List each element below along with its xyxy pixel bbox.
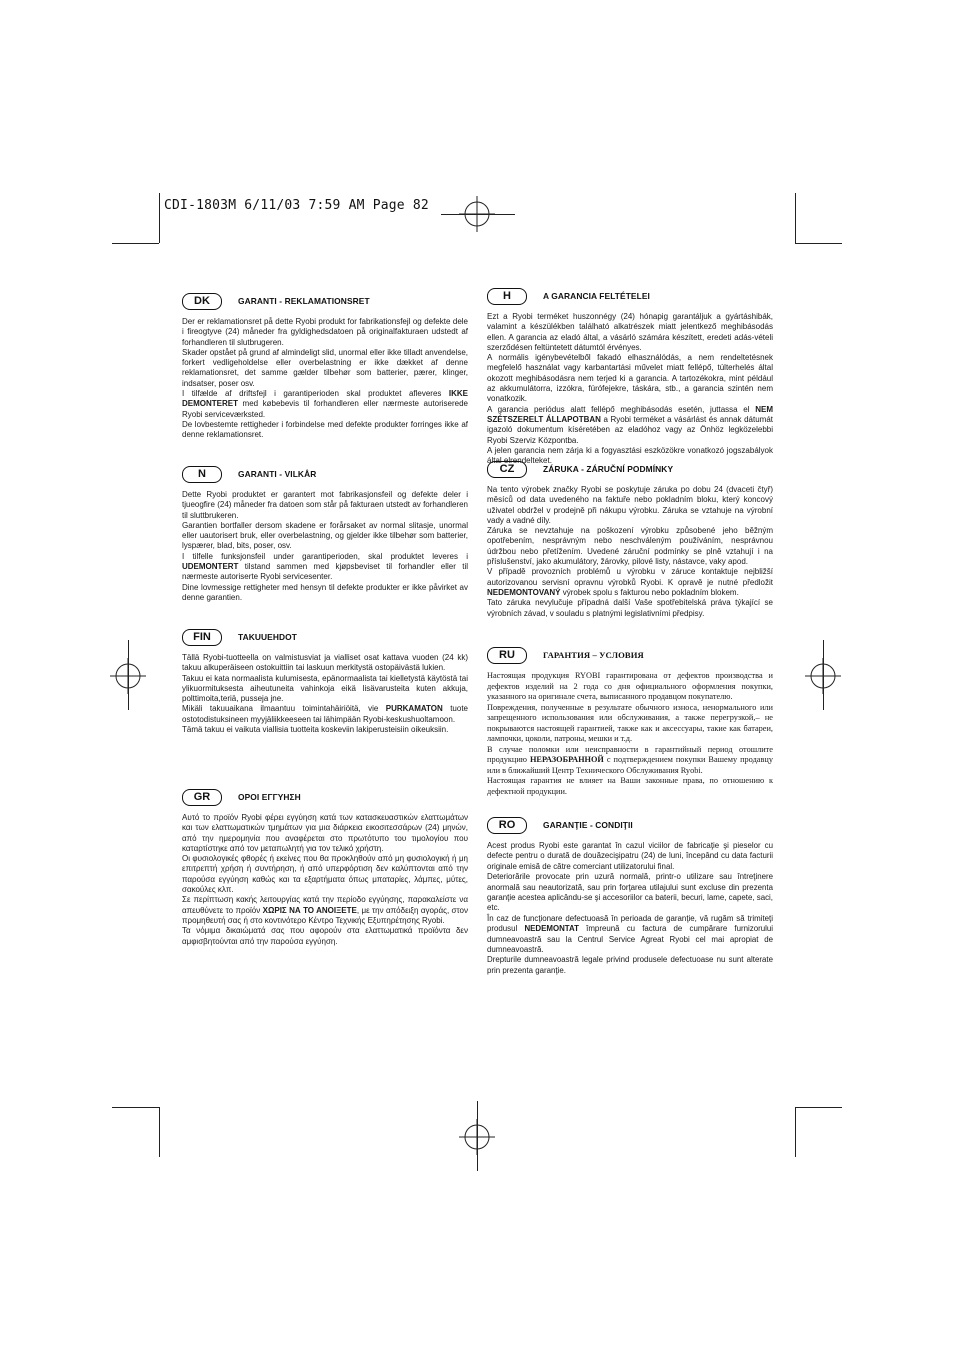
registration-line [823, 640, 824, 710]
paragraph: Acest produs Ryobi este garantat în cazul viciilor de fabricaţie şi pieselor cu defecte pentru o durată de douăzecişipatru (24) de luni, începând cu data facturii originale emisă de către comerciant utilizatorului final. [487, 841, 773, 871]
paragraph: I tilfælde af driftsfejl i garantiperioden skal produktet afleveres IKKE DEMONTERET med købebevis til forhandleren eller nærmeste autoriserede Ryobi serviceværksted. [182, 389, 468, 419]
registration-line [477, 1101, 478, 1171]
language-badge: N [182, 466, 222, 483]
paragraph: A garancia periódus alatt fellépő meghibásodás esetén, juttassa el NEM SZÉTSZERELT ÁLLAPOTBAN a Ryobi terméket a vásárlást és annak dátumát igazoló dokumentum kíséretében az eladóhoz vagy az Önhöz legközelebbi Ryobi Szerviz Központba. [487, 404, 773, 445]
section-header [182, 787, 468, 807]
crop-mark [795, 193, 796, 243]
paragraph: Οι φυσιολογικές φθορές ή εκείνες που θα προκληθούν από μη φυσιολογική ή μη επιτρεπτή χρήση ή συντήρηση, ή από υπερφόρτιση δεν καλύπτονται από την παρούσα εγγύηση καθώς και τα εξαρτήματα όπως μπαταρίες, λάμπες, μύτες, σακούλες κλπ. [182, 854, 468, 895]
section-title: ZÁRUKA - ZÁRUČNÍ PODMÍNKY [543, 464, 674, 474]
paragraph: Αυτό το προϊόν Ryobi φέρει εγγύηση κατά των κατασκευαστικών ελαττωμάτων και των ελαττωματικών τμημάτων για μια διάρκεια εικοσιτεσσάρων (24) μηνών, από την ημερομηνία που αναφέρεται στο πρωτότυπο του τιμολογίου που καταρτίστηκε από τον μεταπωλητή για τον τελικό χρήστη. [182, 813, 468, 853]
paragraph: Na tento výrobek značky Ryobi se poskytuje záruka po dobu 24 (dvaceti čtyř) měsíců od data uvedeného na faktuře nebo pokladním bloku, který koncový uživatel obdržel v prodejně při nákupu výrobku. Záruka se vztahuje na výrobní vady a vadné díly. [487, 485, 773, 525]
language-badge: GR [182, 789, 222, 806]
section-body [487, 312, 773, 466]
print-slug: CDI-1803M 6/11/03 7:59 AM Page 82 [164, 198, 429, 213]
paragraph: Повреждения, полученные в результате обычного износа, ненормального или запрещенного использования или обслуживания, а также перегрузкой,– не покрываются настоящей гарантией, также как и аксессуары, такие как батареи, лампочки, цоколи, патроны, мешки и т.д. [487, 702, 773, 743]
crop-mark [112, 1107, 159, 1108]
paragraph: В случае поломки или неисправности в гарантийный период отошлите продукцию НЕРАЗОБРАННОЙ с подтверждением покупки Вашему продавцу или в ближайший Центр Технического Обслуживания Ryobi. [487, 744, 773, 775]
paragraph: Tämä takuu ei vaikuta viallisia tuotteita koskeviin lakiperusteisiin oikeuksiin. [182, 725, 449, 735]
emphasis: НЕРАЗОБРАННОЙ [529, 755, 604, 764]
section-fin [182, 627, 468, 735]
paragraph: Ezt a Ryobi terméket huszonnégy (24) hónapig garantáljuk a gyártáshibák, valamint a készülékben található alkatrészek miatt jelentkező meghibásodás ellen. A garancia az eladó által, a vásárló számára készített, eredeti adás-vételi szerződésen feltüntetett dátumtól érvényes. [487, 312, 773, 352]
paragraph: Záruka se nevztahuje na poškození výrobku způsobené jeho běžným opotřebením, nesprávným nebo neschváleným používáním, nesprávnou údržbou nebo přetížením. Uvedené záruční podmínky se plně vztahují i na příslušenství, jako akumulátory, žárovky, pilové listy, nástavce, vaky apod. [487, 526, 773, 567]
paragraph: A normális igénybevételből fakadó elhasználódás, a nem rendeltetésnek megfelelő használat vagy karbantartási művelet miatt fellépő, túlterhelés által okozott meghibásodásra nem terjed ki a garancia. A tartozékokra, mint például az akkumulátorra, izzókra, fúrófejekre, táskára, stb., a garancia szintén nem vonatkozik. [487, 353, 773, 404]
paragraph: Tällä Ryobi-tuotteella on valmistusviat ja vialliset osat kattava vuoden (24 kk) takuu alkuperäiseen ostokuittiin tai laskuun merkitystä ostopäivästä lukien. [182, 653, 468, 673]
paragraph: I tilfelle funksjonsfeil under garantiperioden, skal produktet leveres i UDEMONTERT tilstand sammen med kjøpsbeviset til forhandler eller til nærmeste autoriserte Ryobi servicesenter. [182, 551, 468, 582]
section-body [182, 317, 468, 441]
section-title: ΟΡΟΙ ΕΓΓΥΗΣΗ [238, 792, 301, 802]
section-title: GARANTI - VILKÅR [238, 469, 317, 479]
crop-mark [795, 1107, 796, 1157]
paragraph: Garantien bortfaller dersom skadene er forårsaket av normal slitasje, unormal eller uautorisert bruk, eller overbelastning, og gjelder ikke tilbehør som batterier, lyspærer, blad, bits, poser, osv. [182, 520, 468, 551]
section-ro [487, 815, 773, 976]
section-title: A GARANCIA FELTÉTELEI [543, 291, 650, 301]
paragraph: Takuu ei kata normaalista kulumisesta, epänormaalista tai kielletystä käytöstä tai ylikuormituksesta aiheutuneita vahinkoja eikä lisävarusteita kuten akkuja, polttimoita,teriä, pusseja jne. [182, 673, 468, 704]
crop-mark [159, 1107, 160, 1157]
paragraph: A jelen garancia nem zárja ki a fogyasztási eszközökre vonatkozó jogszabályok által elrendelteket. [487, 445, 773, 466]
section-title: ГАРАНТИЯ – УСЛОВИЯ [543, 650, 644, 660]
emphasis: NEDEMONTOVANÝ [487, 587, 561, 597]
paragraph: Skader opstået på grund af almindeligt slid, unormal eller ikke tilladt anvendelse, forkert vedligeholdelse eller overbelastning er ikke dækket af denne reklamationsret, det samme gælder tilbehør som batterier, pærer, klinger, indsatser, poser osv. [182, 347, 468, 388]
language-badge: RO [487, 817, 527, 834]
section-dk [182, 291, 468, 441]
crop-mark [795, 243, 842, 244]
paragraph: Настоящая гарантия не влияет на Ваши законные права, по отношению к дефектной продукции. [487, 776, 773, 796]
section-body [487, 485, 773, 619]
language-badge: CZ [487, 461, 527, 478]
section-n [182, 464, 468, 603]
section-body [487, 841, 773, 976]
section-h [487, 286, 773, 466]
emphasis: NEDEMONTAT [524, 924, 579, 934]
section-cz [487, 459, 773, 619]
section-body [182, 813, 468, 947]
paragraph: De lovbestemte rettigheder i forbindelse med defekte produkter forringes ikke af denne reklamationsret. [182, 419, 468, 440]
paragraph: Der er reklamationsret på dette Ryobi produkt for fabrikationsfejl og defekte dele i fireogtyve (24) måneder fra gyldighedsdatoen på originalfakturaen udstedt af forhandleren til slutbrugeren. [182, 317, 468, 347]
section-header [182, 291, 468, 311]
language-badge: FIN [182, 629, 222, 646]
crop-mark [112, 243, 159, 244]
emphasis: IKKE DEMONTERET [182, 389, 468, 409]
emphasis: NEM SZÉTSZERELT ÁLLAPOTBAN [487, 404, 773, 424]
section-header [487, 459, 773, 479]
paragraph: Mikäli takuuaikana ilmaantuu toimintahäiriöitä, vie PURKAMATON tuote ostotodistuksineen myyjäliikkeeseen tai lähimpään Ryobi-keskushuoltamoon. [182, 704, 469, 724]
paragraph: În caz de funcţionare defectuoasă în perioada de garanţie, vă rugăm să trimiteţi produsul NEDEMONTAT împreună cu factura de cumpărare furnizorului dumneavoastră sau la Centrul Service Agreat Ryobi cel mai apropiat de dumneavoastră. [487, 913, 773, 955]
crop-mark [159, 193, 160, 243]
paragraph: Deteriorările provocate prin uzură normală, printr-o utilizare sau întreţinere anormală sau neautorizată, sau prin forţarea utilajului sunt excluse din prezenta garanţie acestea aplicându-se şi accesoriilor ca baterii, becuri, lame, capete, saci, etc. [487, 872, 773, 913]
section-header [182, 627, 468, 647]
section-header [487, 645, 773, 665]
paragraph: Σε περίπτωση κακής λειτουργίας κατά την περίοδο εγγύησης, παρακαλείστε να απευθύνετε το προϊόν ΧΩΡΙΣ ΝΑ ΤΟ ΑΝΟΙΞΕΤΕ, με την απόδειξη αγοράς, στον προμηθευτή σας ή στο κοντινότερο Κέντρο Τεχνικής Εξυπηρέτησης Ryobi. [182, 895, 468, 925]
paragraph: Drepturile dumneavoastră legale privind produsele defectuoase nu sunt alterate prin prezenta garanţie. [487, 955, 773, 975]
paragraph: Dine lovmessige rettigheter med hensyn til defekte produkter er ikke påvirket av denne garantien. [182, 582, 468, 602]
language-badge: RU [487, 647, 527, 664]
section-title: GARANTI - REKLAMATIONSRET [238, 296, 370, 306]
crop-mark [795, 1107, 842, 1108]
paragraph: Настоящая продукция RYOBI гарантирована от дефектов производства и дефектов изделий на 2 года со дня официального оформления покупки, указанного на оригинале счета, выписанного продавцом покупателю. [487, 671, 773, 701]
language-badge: DK [182, 293, 222, 310]
paragraph: Τα νόμιμα δικαιώματά σας που αφορούν στα ελαττωματικά προϊόντα δεν αμφισβητούνται από την παρούσα εγγύηση. [182, 926, 468, 946]
emphasis: UDEMONTERT [182, 562, 239, 572]
section-body [182, 653, 468, 735]
section-header [182, 464, 468, 484]
section-body [182, 490, 468, 603]
language-badge: H [487, 288, 527, 305]
section-ru [487, 645, 773, 797]
section-body [487, 671, 773, 797]
paragraph: Tato záruka nevylučuje případná další Vaše spotřebitelská práva týkající se výrobních závad, v souladu s platnými legislativními předpisy. [487, 598, 773, 618]
emphasis: ΧΩΡΙΣ ΝΑ ΤΟ ΑΝΟΙΞΕΤΕ [262, 905, 357, 915]
section-gr [182, 787, 468, 947]
section-title: GARANŢIE - CONDIŢII [543, 820, 633, 830]
paragraph: Dette Ryobi produktet er garantert mot fabrikasjonsfeil og defekte deler i tjueogfire (24) måneder fra datoen som står på fakturaen utstedt av forhandleren til sluttbrukeren. [182, 490, 468, 520]
registration-line [128, 640, 129, 710]
section-title: TAKUUEHDOT [238, 632, 297, 642]
section-header [487, 286, 773, 306]
registration-line [441, 214, 515, 215]
paragraph: V případě provozních problémů u výrobku v záruce kontaktuje nejbližší autorizovanou servisní opravnu výrobků Ryobi. K opravě je nutné předložit NEDEMONTOVANÝ výrobek spolu s fakturou nebo pokladním blokem. [487, 567, 773, 597]
emphasis: PURKAMATON [385, 704, 443, 714]
section-header [487, 815, 773, 835]
